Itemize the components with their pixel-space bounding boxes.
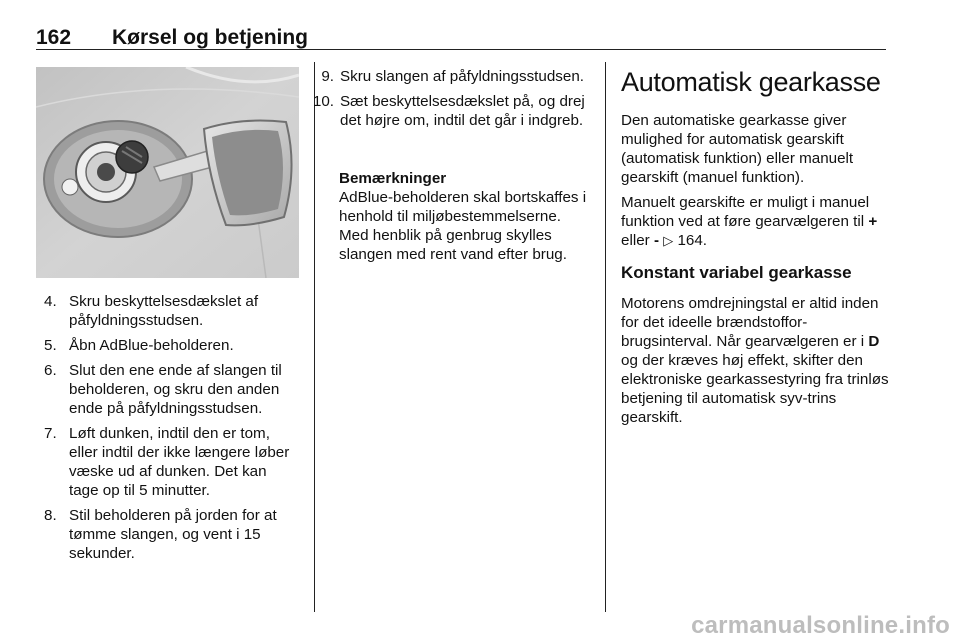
section-automatic-gearbox (621, 66, 889, 427)
header-rule (36, 49, 886, 50)
steps-list-1 (44, 292, 300, 569)
note-text: AdBlue-beholderen skal bortskaffes i henhold til miljøbestemmelserne. Med henblik på genbrug skylles slangen med rent vand efter brug. (339, 189, 587, 263)
chapter-title: Kørsel og betjening (112, 26, 309, 49)
list-item: 4. Skru beskyttelsesdækslet af påfyldningsstudsen. (44, 293, 259, 329)
list-item: 8. Stil beholderen på jorden for at tømme slangen, og vent i 15 sekunder. (44, 507, 277, 562)
adblue-filler-illustration (36, 67, 299, 278)
paragraph-manual-shift: Manuelt gearskifte er muligt i manuel funktion ved at føre gearvælgeren til + eller - ▷ 164. (621, 194, 878, 249)
note-block (339, 169, 593, 264)
steps-list-2 (298, 67, 592, 136)
plus-symbol: + (868, 213, 878, 230)
paragraph-cvt: Motorens omdrejningstal er altid inden for det ideelle brændstofforbrugsinterval. Når gearvælgeren er i D og der kræves høj effekt, skifter den elektroniske gearkassestyring fra trinløs betjening til automatisk syv-trins gearskift. (621, 295, 889, 426)
list-item: 9. Skru slangen af påfyldningsstudsen. (321, 68, 585, 85)
list-item: 6. Slut den ene ende af slangen til beholderen, og skru den anden ende på påfyldningsstudsen. (44, 362, 282, 417)
paragraph: Den automatiske gearkasse giver mulighed for automatisk gearskift (automatisk funktion) eller manuelt gearskift (manuel funktion). (621, 112, 854, 186)
page-number: 162 (36, 26, 72, 49)
list-item: 10. Sæt beskyttelsesdækslet på, og drej det højre om, indtil det går i indgreb. (312, 93, 585, 129)
column-divider-1 (314, 62, 315, 612)
minus-symbol: - (653, 232, 659, 249)
watermark: carmanualsonline.info (691, 612, 950, 639)
page-reference-icon: ▷ (663, 233, 674, 248)
note-heading: Bemærkninger (339, 170, 447, 187)
page-reference: 164. (677, 232, 708, 249)
subsection-title: Konstant variabel gearkasse (621, 263, 852, 282)
list-item: 7. Løft dunken, indtil den er tom, eller indtil der ikke længere løber væske ud af dunken. Det kan tage op til 5 minutter. (44, 425, 290, 499)
section-title: Automatisk gearkasse (621, 67, 881, 97)
column-divider-2 (605, 62, 606, 612)
gear-d-symbol: D (868, 333, 880, 350)
list-item: 5. Åbn AdBlue-beholderen. (44, 337, 234, 354)
